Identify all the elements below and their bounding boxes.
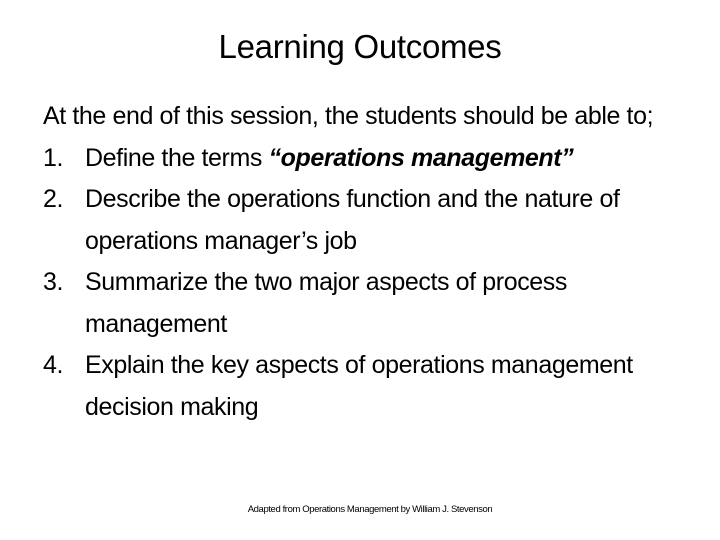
list-item-text: Explain the key aspects of operations management decision making xyxy=(85,351,633,421)
list-item xyxy=(43,262,683,345)
list-item xyxy=(43,179,683,262)
source-footer: Adapted from Operations Management by William J. Stevenson xyxy=(247,504,493,515)
slide-title: Learning Outcomes xyxy=(218,28,502,65)
list-item-text: Describe the operations function and the nature of operations manager’s job xyxy=(85,185,620,255)
list-item-emphasis: “operations management” xyxy=(268,143,574,172)
list-item-text: Summarize the two major aspects of process management xyxy=(85,268,568,338)
list-item-number: 1. xyxy=(43,143,64,172)
list-item-number: 4. xyxy=(43,351,64,379)
intro-text: At the end of this session, the students should be able to; xyxy=(43,102,654,130)
list-item-text: Define the terms xyxy=(85,143,269,172)
list-item xyxy=(43,345,683,428)
slide-body xyxy=(43,96,683,428)
learning-outcomes-list xyxy=(43,138,683,429)
list-item-number: 2. xyxy=(43,185,64,213)
list-item-number: 3. xyxy=(43,268,64,296)
list-item xyxy=(43,138,683,180)
